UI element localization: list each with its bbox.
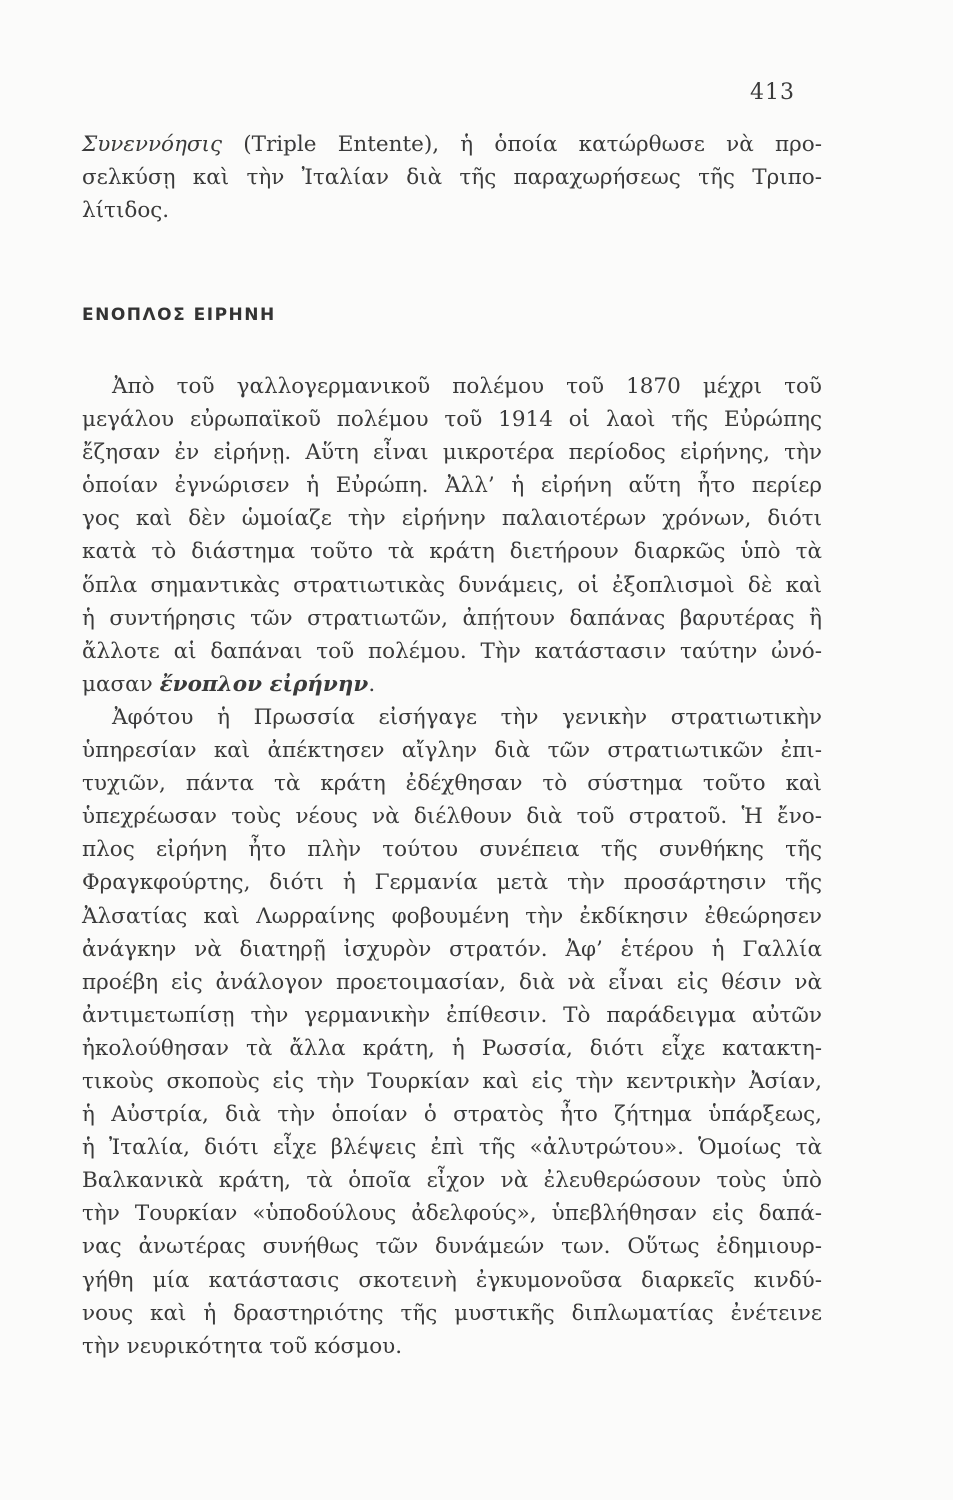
text-line (82, 370, 822, 403)
text-line (82, 1264, 822, 1297)
text-line (82, 1065, 822, 1098)
text-line (82, 403, 822, 436)
text-line (82, 1230, 822, 1263)
text-line (82, 701, 822, 734)
text-run: Φραγκφούρτης, διότι ἡ Γερμανία μετὰ τὴν προσάρτησιν τῆς (82, 870, 822, 896)
text-run: γήθη μία κατάστασις σκοτεινὴ ἐγκυμονοῦσα διαρκεῖς κινδύ- (82, 1267, 822, 1293)
text-line (82, 1032, 822, 1065)
text-run: ἡ Αὐστρία, διὰ τὴν ὁποίαν ὁ στρατὸς ἦτο ζήτημα ὑπάρξεως, (82, 1102, 822, 1128)
text-run: ὁποίαν ἐγνώρισεν ἡ Εὐρώπη. Ἀλλ’ ἡ εἰρήνη αὕτη ἦτο περίερ (82, 473, 822, 499)
text-line (82, 668, 822, 701)
text-line (82, 1330, 822, 1363)
text-line (82, 1197, 822, 1230)
text-run: μεγάλου εὐρωπαϊκοῦ πολέμου τοῦ 1914 οἱ λαοὶ τῆς Εὐρώπης (82, 407, 822, 433)
text-run: Βαλκανικὰ κράτη, τὰ ὁποῖα εἶχον νὰ ἐλευθερώσουν τοὺς ὑπὸ (82, 1168, 822, 1194)
text-run: Ἀφότου ἡ Πρωσσία εἰσήγαγε τὴν γενικὴν στρατιωτικὴν (112, 704, 822, 730)
text-run: (Triple Entente), ἡ ὁποία κατώρθωσε νὰ προ- (222, 132, 822, 157)
text-line (82, 128, 822, 161)
text-run: προέβη εἰς ἀνάλογον προετοιμασίαν, διὰ νὰ εἶναι εἰς θέσιν νὰ (82, 969, 822, 995)
text-run: Ἀλσατίας καὶ Λωρραίνης φοβουμένη τὴν ἐκδίκησιν ἐθεώρησεν (82, 903, 822, 929)
text-run: . (368, 671, 376, 697)
text-line (82, 999, 822, 1032)
text-run: νους καὶ ἡ δραστηριότης τῆς μυστικῆς διπλωματίας ἐνέτεινε (82, 1300, 822, 1326)
text-run: πλος εἰρήνη ἦτο πλὴν τούτου συνέπεια τῆς συνθήκης τῆς (82, 837, 822, 863)
text-line (82, 1131, 822, 1164)
text-run: τικοὺς σκοποὺς εἰς τὴν Τουρκίαν καὶ εἰς τὴν κεντρικὴν Ἀσίαν, (82, 1068, 822, 1094)
section-heading: ΕΝΟΠΛΟΣ ΕΙΡΗΝΗ (82, 305, 276, 325)
text-line (82, 569, 822, 602)
text-line (82, 602, 822, 635)
text-line (82, 635, 822, 668)
text-run: νας ἀνωτέρας συνήθως τῶν δυνάμεών των. Οὕτως ἐδημιουρ- (82, 1234, 822, 1260)
text-line (82, 436, 822, 469)
text-line (82, 800, 822, 833)
text-line (82, 767, 822, 800)
text-run: Ἀπὸ τοῦ γαλλογερμανικοῦ πολέμου τοῦ 1870 μέχρι τοῦ (112, 374, 822, 399)
body-text (82, 370, 822, 1363)
text-run: ὑπεχρέωσαν τοὺς νέους νὰ διέλθουν διὰ τοῦ στρατοῦ. Ἡ ἔνο- (82, 804, 822, 830)
text-line: λίτιδος. (82, 198, 170, 224)
text-line (82, 966, 822, 999)
text-line (82, 1297, 822, 1330)
text-run: ἔζησαν ἐν εἰρήνῃ. Αὕτη εἶναι μικροτέρα περίοδος εἰρήνης, τὴν (82, 440, 822, 466)
page-number: 413 (750, 80, 795, 105)
text-run: τὴν Τουρκίαν «ὑποδούλους ἀδελφούς», ὑπεβλήθησαν εἰς δαπά- (82, 1201, 822, 1227)
text-line (82, 1098, 822, 1131)
text-line (82, 1164, 822, 1197)
text-run: ἠκολούθησαν τὰ ἄλλα κράτη, ἡ Ρωσσία, διότι εἶχε κατακτη- (82, 1035, 822, 1061)
text-line (82, 502, 822, 535)
text-run: ὑπηρεσίαν καὶ ἀπέκτησεν αἴγλην διὰ τῶν στρατιωτικῶν ἐπι- (82, 738, 822, 764)
text-run: ἡ συντήρησις τῶν στρατιωτῶν, ἀπῄτουν δαπάνας βαρυτέρας ἢ (82, 605, 822, 631)
text-run: ἀντιμετωπίσῃ τὴν γερμανικὴν ἐπίθεσιν. Τὸ παράδειγμα αὐτῶν (82, 1002, 822, 1028)
text-line (82, 535, 822, 568)
text-run: ἄλλοτε αἱ δαπάναι τοῦ πολέμου. Τὴν κατάστασιν ταύτην ὠνό- (82, 638, 822, 664)
text-line (82, 933, 822, 966)
text-line: σελκύσῃ καὶ τὴν Ἰταλίαν διὰ τῆς παραχωρήσεως τῆς Τριπο- (82, 165, 822, 191)
text-run: ὅπλα σημαντικὰς στρατιωτικὰς δυνάμεις, οἱ ἐξοπλισμοὶ δὲ καὶ (82, 572, 822, 598)
emphasis-term: ἔνοπλον εἰρήνην (159, 671, 369, 697)
emphasis-term: Συνεννόησις (82, 132, 222, 157)
text-run: τὴν νευρικότητα τοῦ κόσμου. (82, 1333, 403, 1359)
text-run: ἡ Ἰταλία, διότι εἶχε βλέψεις ἐπὶ τῆς «ἀλυτρώτου». Ὁμοίως τὰ (82, 1135, 822, 1161)
text-run: μασαν (82, 671, 160, 697)
text-line (82, 900, 822, 933)
text-line (82, 469, 822, 502)
intro-paragraph (82, 128, 822, 227)
text-line (82, 866, 822, 899)
text-line (82, 734, 822, 767)
text-run: τυχιῶν, πάντα τὰ κράτη ἐδέχθησαν τὸ σύστημα τοῦτο καὶ (82, 771, 822, 797)
text-run: κατὰ τὸ διάστημα τοῦτο τὰ κράτη διετήρουν διαρκῶς ὑπὸ τὰ (82, 539, 822, 565)
text-run: γος καὶ δὲν ὡμοίαζε τὴν εἰρήνην παλαιοτέρων χρόνων, διότι (82, 506, 822, 532)
text-run: ἀνάγκην νὰ διατηρῇ ἰσχυρὸν στρατόν. Ἀφ’ ἑτέρου ἡ Γαλλία (82, 936, 822, 962)
text-line (82, 833, 822, 866)
